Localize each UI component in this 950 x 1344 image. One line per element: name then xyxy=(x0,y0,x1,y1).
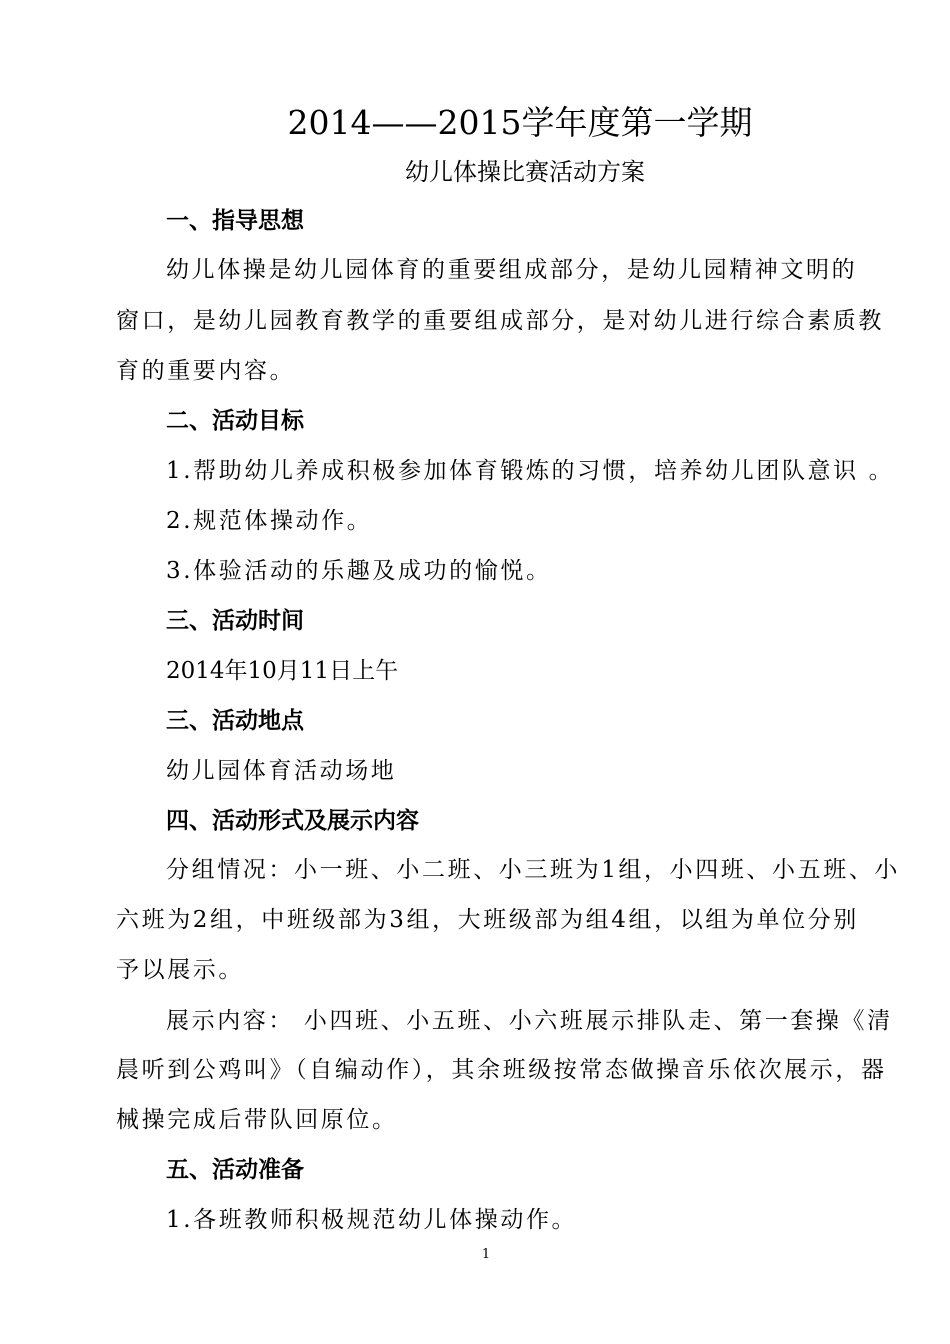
list-item: 1.各班教师积极规范幼儿体操动作。 xyxy=(166,1207,578,1233)
list-item: 1.帮助幼儿养成积极参加体育锻炼的习惯，培养幼儿团队意识 。 xyxy=(166,458,895,484)
paragraph-line: 予以展示。 xyxy=(116,957,244,983)
paragraph-line: 分组情况：小一班、小二班、小三班为1组，小四班、小五班、小 xyxy=(166,857,901,883)
section-heading-goals: 二、活动目标 xyxy=(166,408,304,434)
list-item: 3.体验活动的乐趣及成功的愉悦。 xyxy=(166,558,552,584)
event-location: 幼儿园体育活动场地 xyxy=(166,758,397,784)
paragraph-line: 育的重要内容。 xyxy=(116,358,296,384)
paragraph-line: 械操完成后带队回原位。 xyxy=(116,1107,398,1133)
section-heading-time: 三、活动时间 xyxy=(166,608,304,634)
paragraph-line: 幼儿体操是幼儿园体育的重要组成部分，是幼儿园精神文明的 xyxy=(166,257,858,283)
section-heading-preparation: 五、活动准备 xyxy=(166,1157,304,1183)
event-date: 2014年10月11日上午 xyxy=(166,658,399,684)
section-heading-format: 四、活动形式及展示内容 xyxy=(166,808,419,834)
list-item: 2.规范体操动作。 xyxy=(166,508,373,534)
document-subtitle: 幼儿体操比赛活动方案 xyxy=(405,158,645,186)
document-title: 2014——2015学年度第一学期 xyxy=(287,103,753,142)
page-number: 1 xyxy=(481,1247,491,1262)
paragraph-line: 窗口，是幼儿园教育教学的重要组成部分，是对幼儿进行综合素质教 xyxy=(116,308,884,334)
paragraph-line: 展示内容： 小四班、小五班、小六班展示排队走、第一套操《清 xyxy=(166,1008,893,1034)
paragraph-line: 六班为2组，中班级部为3组，大班级部为组4组，以组为单位分别 xyxy=(116,907,859,933)
section-heading-location: 三、活动地点 xyxy=(166,708,304,734)
section-heading-guiding-idea: 一、指导思想 xyxy=(166,208,304,234)
paragraph-line: 晨听到公鸡叫》（自编动作），其余班级按常态做操音乐依次展示，器 xyxy=(116,1057,887,1083)
